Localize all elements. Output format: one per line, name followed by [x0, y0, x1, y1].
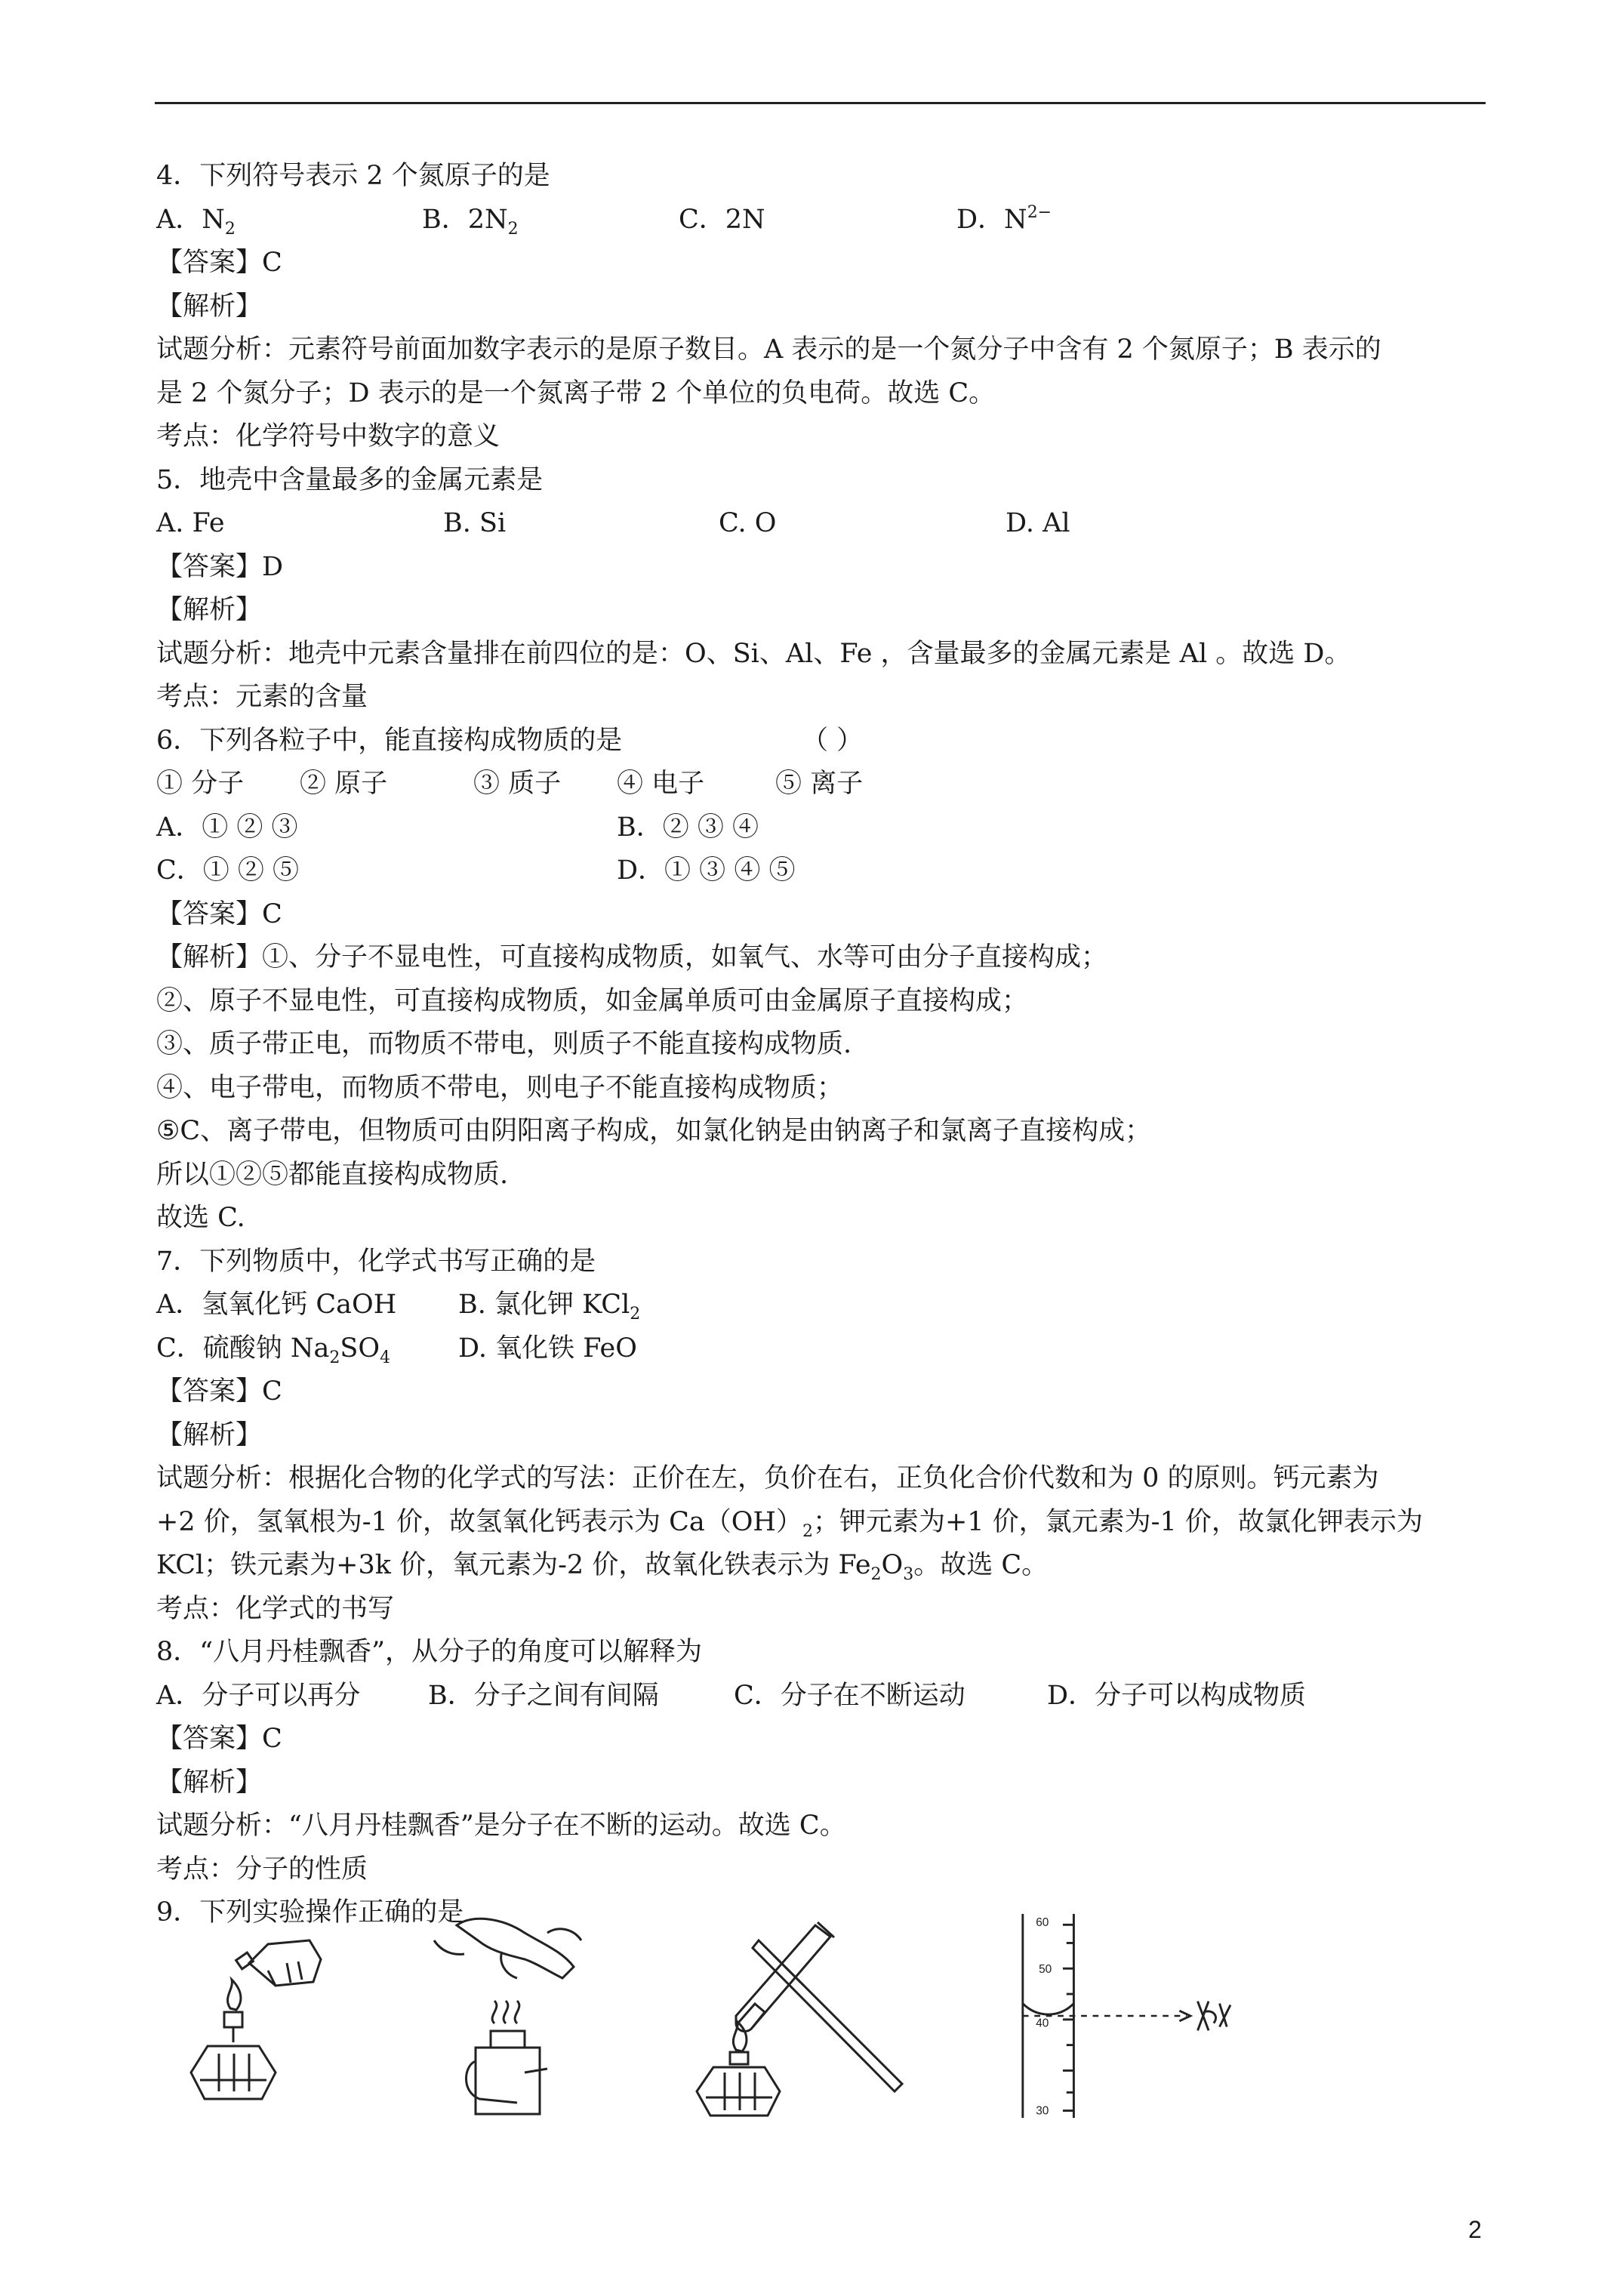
q6-options-row1: [156, 806, 1485, 850]
q5-stem: 5．地壳中含量最多的金属元素是: [156, 464, 544, 495]
q7-analysis-label: 【解析】: [156, 1419, 263, 1450]
q8-option-c: C．分子在不断运动: [734, 1680, 965, 1711]
page-content: [156, 155, 1485, 1935]
q7-options-row1: [156, 1284, 1485, 1327]
q7-stem: 7．下列物质中，化学式书写正确的是: [156, 1246, 596, 1277]
q6-item: ③ 质子: [473, 769, 562, 799]
q6-option-c: C．① ② ⑤: [156, 855, 300, 886]
q5-option-a: A. Fe: [156, 508, 225, 538]
q6-item: ⑤ 离子: [775, 769, 864, 799]
q5-analysis-label: 【解析】: [156, 595, 263, 625]
page-number: 2: [1468, 2216, 1482, 2243]
q6-item: ② 原子: [300, 769, 388, 799]
q8-options: [156, 1675, 1485, 1718]
q7-analysis-line: 试题分析：根据化合物的化学式的写法：正价在左，负价在右，正负化合价代数和为 0 的原则。钙元素为: [156, 1463, 1379, 1493]
q4-answer: 【答案】C: [156, 248, 282, 278]
q6-item: ① 分子: [156, 769, 245, 799]
q8-stem: 8．“八月丹桂飘香”，从分子的角度可以解释为: [156, 1637, 703, 1667]
q6-options-row2: [156, 849, 1485, 893]
q4-option-c: C．2N: [679, 204, 765, 235]
q8-analysis-label: 【解析】: [156, 1767, 263, 1798]
q6-answer: 【答案】C: [156, 898, 282, 929]
q4-option-a: A．$N_2$: [156, 204, 236, 239]
cylinder-tick-50: 50: [1039, 1963, 1052, 1977]
q5-analysis-line: 试题分析：地壳中元素含量排在前四位的是：O、Si、Al、Fe ，含量最多的金属元素是 Al 。故选 D。: [156, 638, 1351, 669]
q5-option-b: B. Si: [443, 508, 507, 538]
q6-option-a: A．① ② ③: [156, 812, 298, 843]
q9-figures: [155, 1910, 1483, 2122]
q7-option-d: D. 氧化铁 FeO: [458, 1333, 637, 1364]
q4-analysis-line: 试题分析：元素符号前面加数字表示的是原子数目。A 表示的是一个氮分子中含有 2 个氮原子；B 表示的: [156, 334, 1381, 365]
q5-options: [156, 502, 1485, 546]
q7-option-a: A．氢氧化钙 CaOH: [156, 1290, 397, 1320]
figure-smell-gas: [411, 1910, 623, 2122]
q6-option-b: B．② ③ ④: [617, 812, 759, 843]
q4-stem: 4．下列符号表示 2 个氮原子的是: [156, 161, 550, 191]
q6-analysis-line: ⑤C、离子带电，但物质可由阴阳离子构成，如氯化钠是由钠离子和氯离子直接构成；: [156, 1116, 1152, 1146]
q8-option-a: A．分子可以再分: [156, 1680, 361, 1711]
q6-analysis-line: 故选 C.: [156, 1203, 245, 1233]
figure-heat-test-tube: [683, 1910, 932, 2122]
q6-stem-text: 6．下列各粒子中，能直接构成物质的是: [156, 725, 623, 756]
figure-lamp-ignition: [177, 1910, 374, 2122]
q4-option-b: B．$2N_2$: [422, 204, 519, 239]
q6-analysis-line: ③、质子带正电，而物质不带电，则质子不能直接构成物质.: [156, 1029, 852, 1059]
q9-stem: 9．下列实验操作正确的是: [156, 1897, 464, 1928]
q8-analysis-line: 试题分析：“八月丹桂飘香”是分子在不断的运动。故选 C。: [156, 1811, 846, 1841]
q6-stem: [156, 720, 1485, 763]
q7-analysis-line: +2 价，氢氧根为-1 价，故氢氧化钙表示为 $Ca(OH)_2$；钾元素为+1 价，氯元素为-1 价，故氯化钾表示为: [156, 1506, 1423, 1541]
q6-option-d: D．① ③ ④ ⑤: [617, 855, 796, 886]
q6-items: [156, 763, 1485, 806]
q8-option-d: D．分子可以构成物质: [1047, 1680, 1307, 1711]
q6-analysis-line: ④、电子带电，而物质不带电，则电子不能直接构成物质；: [156, 1072, 844, 1103]
cylinder-tick-40: 40: [1036, 2017, 1049, 2030]
q4-option-d: D．$N^{2-}$: [956, 202, 1052, 235]
q6-analysis-line: ②、原子不显电性，可直接构成物质，如金属单质可由金属原子直接构成；: [156, 985, 1029, 1016]
q7-option-c: C．硫酸钠 $Na_2SO_4$: [156, 1333, 391, 1367]
q5-option-c: C. O: [719, 508, 777, 538]
q4-kaodian: 考点：化学符号中数字的意义: [156, 421, 500, 451]
q6-item: ④ 电子: [617, 769, 705, 799]
q5-option-d: D. Al: [1006, 508, 1070, 538]
q7-options-row2: [156, 1327, 1485, 1371]
q7-option-b: B. 氯化钾 KCl$_2$: [458, 1290, 641, 1324]
q8-kaodian: 考点：分子的性质: [156, 1854, 368, 1885]
q5-answer: 【答案】D: [156, 551, 284, 582]
cylinder-tick-60: 60: [1036, 1916, 1049, 1930]
figure-read-cylinder: [996, 1910, 1253, 2122]
q6-answer-paren: （ ）: [802, 725, 864, 756]
q4-analysis-label: 【解析】: [156, 291, 263, 322]
cylinder-tick-30: 30: [1036, 2104, 1049, 2118]
q6-analysis-line: 所以①②⑤都能直接构成物质.: [156, 1159, 509, 1190]
q5-kaodian: 考点：元素的含量: [156, 682, 368, 712]
q8-option-b: B．分子之间有间隔: [428, 1680, 659, 1711]
header-rule: [155, 102, 1486, 104]
q7-kaodian: 考点：化学式的书写: [156, 1593, 395, 1624]
q6-analysis-line: 【解析】①、分子不显电性，可直接构成物质，如氧气、水等可由分子直接构成；: [156, 942, 1108, 972]
q7-answer: 【答案】C: [156, 1376, 282, 1407]
q7-analysis-line: KCl；铁元素为+3k 价，氧元素为-2 价，故氧化铁表示为 $Fe_2O_3$。故选 C。: [156, 1550, 1049, 1584]
q4-options: [156, 199, 1485, 242]
q8-answer: 【答案】C: [156, 1724, 282, 1754]
q4-analysis-line: 是 2 个氮分子；D 表示的是一个氮离子带 2 个单位的负电荷。故选 C。: [156, 378, 996, 408]
